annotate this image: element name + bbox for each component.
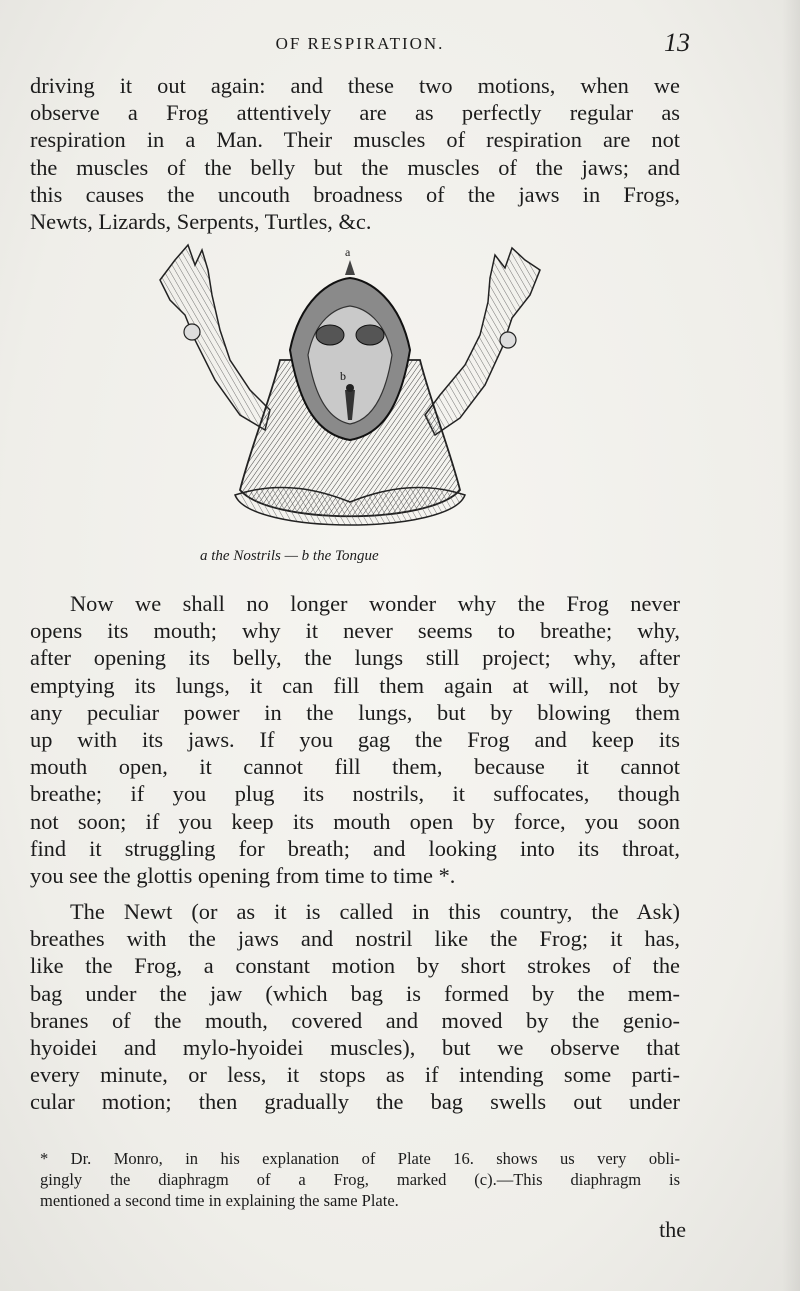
text-line: opens its mouth; why it never seems to breathe; why, [30, 618, 680, 644]
footnote-line: mentioned a second time in explaining the same Plate. [40, 1191, 399, 1210]
text-line: find it struggling for breath; and looking into its throat, [30, 835, 680, 861]
text-line: up with its jaws. If you gag the Frog and keep its [30, 727, 680, 753]
text-line: emptying its lungs, it can fill them again at will, not by [30, 672, 680, 698]
figure-label-a: a [345, 245, 351, 259]
paragraph-newt [30, 898, 680, 1116]
text-line: after opening its belly, the lungs still project; why, after [30, 645, 680, 671]
text-line: the muscles of the belly but the muscles of the jaws; and [30, 154, 680, 180]
text-line: driving it out again: and these two motions, when we [30, 73, 680, 98]
text-line: mouth open, it cannot fill them, because it cannot [30, 754, 680, 780]
page-edge-shadow [782, 0, 800, 1291]
frog-illustration [140, 240, 560, 545]
footnote [40, 1148, 680, 1211]
catchword: the [659, 1217, 686, 1242]
text-line: every minute, or less, it stops as if intending some parti- [30, 1062, 680, 1088]
figure-label-b: b [340, 369, 346, 383]
text-line: any peculiar power in the lungs, but by blowing them [30, 699, 680, 725]
text-line: branes of the mouth, covered and moved by the genio- [30, 1007, 680, 1033]
text-line: breathes with the jaws and nostril like the Frog; it has, [30, 926, 680, 952]
frog-engraving [140, 240, 560, 545]
text-line: not soon; if you keep its mouth open by force, you soon [30, 808, 680, 834]
text-line: like the Frog, a constant motion by short strokes of the [30, 953, 680, 979]
figure-caption: a the Nostrils — b the Tongue [200, 548, 379, 564]
footnote-line: gingly the diaphragm of a Frog, marked (c).—This diaphragm is [40, 1170, 680, 1189]
text-line: bag under the jaw (which bag is formed by the mem- [30, 980, 680, 1006]
text-line: cular motion; then gradually the bag swells out under [30, 1089, 680, 1115]
text-line: hyoidei and mylo-hyoidei muscles), but we observe that [30, 1035, 680, 1061]
page-header [30, 28, 690, 58]
text-line: Newts, Lizards, Serpents, Turtles, &c. [30, 209, 372, 235]
paragraph-middle [30, 590, 680, 889]
page-number: 13 [664, 28, 690, 57]
text-line: respiration in a Man. Their muscles of respiration are not [30, 127, 680, 153]
paragraph-top [30, 72, 680, 235]
text-line: observe a Frog attentively are as perfectly regular as [30, 100, 680, 126]
footnote-line: * Dr. Monro, in his explanation of Plate 16. shows us very obli- [40, 1149, 680, 1168]
text-line: Now we shall no longer wonder why the Frog never [70, 591, 680, 616]
running-title: OF RESPIRATION. [275, 34, 445, 53]
text-line: you see the glottis opening from time to time *. [30, 863, 456, 889]
text-line: The Newt (or as it is called in this country, the Ask) [70, 899, 680, 924]
text-line: breathe; if you plug its nostrils, it suffocates, though [30, 781, 680, 807]
text-line: this causes the uncouth broadness of the jaws in Frogs, [30, 181, 680, 207]
